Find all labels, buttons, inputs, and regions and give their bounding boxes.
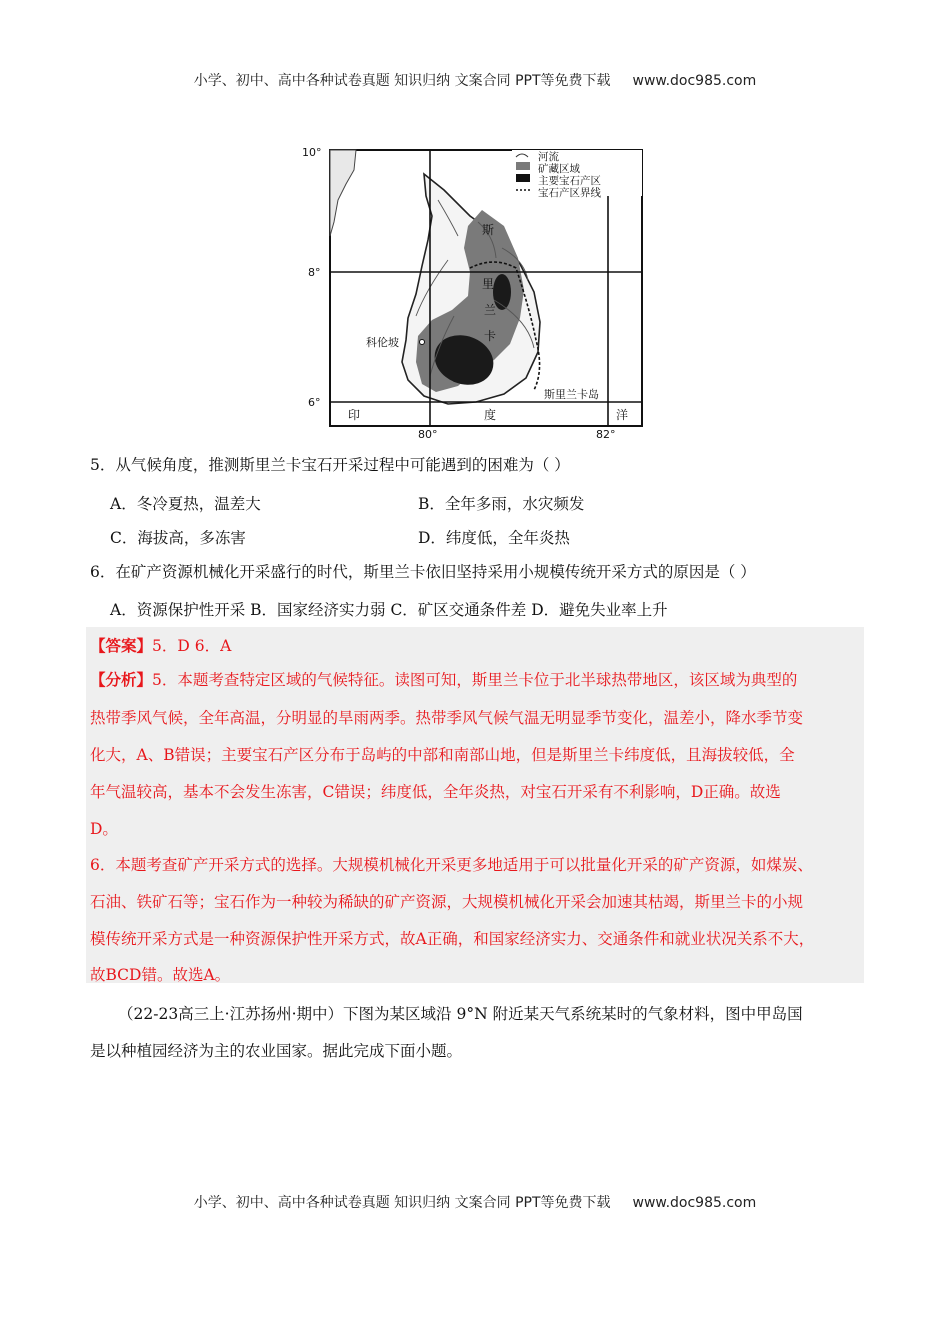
sri-lanka-gem-map <box>298 140 650 440</box>
question-6-stem: 6．在矿产资源机械化开采盛行的时代，斯里兰卡依旧坚持采用小规模传统开采方式的原因是（ ） <box>90 563 756 581</box>
legend-boundary: 宝石产区界线 <box>538 187 601 199</box>
q6-options: A．资源保护性开采 B．国家经济实力弱 C．矿区交通条件差 D．避免失业率上升 <box>110 601 668 619</box>
ocean-char-1: 印 <box>348 408 361 422</box>
answer-line <box>90 634 231 656</box>
legend-ore: 矿藏区域 <box>538 163 580 175</box>
footer-url: www.doc985.com <box>632 1195 757 1211</box>
header-text: 小学、初中、高中各种试卷真题 知识归纳 文案合同 PPT等免费下载 <box>193 73 611 89</box>
answer-tag: 【答案】 <box>90 636 153 655</box>
island-label: 斯里兰卡岛 <box>544 388 599 401</box>
page-footer <box>0 1192 950 1212</box>
header-url: www.doc985.com <box>632 73 757 89</box>
analysis-tag: 【分析】 <box>90 670 153 689</box>
analysis-line-9: 故BCD错。故选A。 <box>90 966 231 984</box>
analysis-line-2: 热带季风气候，全年高温，分明显的旱雨两季。热带季风气候气温无明显季节变化，温差小，降水季节变 <box>90 709 804 727</box>
analysis-line-1: 【分析】5．本题考查特定区域的气候特征。读图可知，斯里兰卡位于北半球热带地区，该区域为典型的 <box>90 670 798 689</box>
colombo-label: 科伦坡 <box>366 336 399 349</box>
q5-option-a: A．冬冷夏热，温差大 <box>110 495 261 513</box>
ocean-char-3: 洋 <box>616 408 629 422</box>
ocean-char-2: 度 <box>484 408 497 422</box>
analysis-line-6: 6．本题考查矿产开采方式的选择。大规模机械化开采更多地适用于可以批量化开采的矿产资源，如煤炭、 <box>90 856 813 874</box>
country-char-3: 兰 <box>484 303 497 317</box>
analysis-line-3: 化大，A、B错误；主要宝石产区分布于岛屿的中部和南部山地，但是斯里兰卡纬度低，且海拔较低，全 <box>90 746 795 764</box>
lat-6: 6° <box>308 396 321 409</box>
legend-river: 河流 <box>538 151 559 163</box>
answer-text: 5．D 6．A <box>152 637 232 655</box>
country-char-2: 里 <box>482 277 495 291</box>
q5-option-d: D．纬度低，全年炎热 <box>418 529 570 547</box>
footer-text: 小学、初中、高中各种试卷真题 知识归纳 文案合同 PPT等免费下载 <box>193 1195 611 1211</box>
q5-option-c: C．海拔高，多冻害 <box>110 529 246 547</box>
country-char-4: 卡 <box>484 329 497 343</box>
lon-82: 82° <box>596 428 616 440</box>
legend-gem: 主要宝石产区 <box>538 175 601 187</box>
lon-80: 80° <box>418 428 438 440</box>
analysis-line-8: 模传统开采方式是一种资源保护性开采方式，故A正确，和国家经济实力、交通条件和就业状况关系不大， <box>90 930 815 948</box>
intro-line-2: 是以种植园经济为主的农业国家。据此完成下面小题。 <box>90 1042 463 1060</box>
q5-option-b: B．全年多雨，水灾频发 <box>418 495 585 513</box>
analysis-line-4: 年气温较高，基本不会发生冻害，C错误；纬度低，全年炎热，对宝石开采有不利影响，D正确。故选 <box>90 783 781 801</box>
intro-line-1: （22-23高三上·江苏扬州·期中）下图为某区域沿 9°N 附近某天气系统某时的气象材料，图中甲岛国 <box>118 1005 803 1023</box>
analysis-line-5: D。 <box>90 820 118 838</box>
page-header <box>0 70 950 90</box>
lat-8: 8° <box>308 266 321 279</box>
lat-10: 10° <box>302 146 322 159</box>
question-5-stem: 5．从气候角度，推测斯里兰卡宝石开采过程中可能遇到的困难为（ ） <box>90 456 570 474</box>
country-char-1: 斯 <box>482 223 495 237</box>
analysis-line-7: 石油、铁矿石等；宝石作为一种较为稀缺的矿产资源，大规模机械化开采会加速其枯竭，斯里兰卡的小规 <box>90 893 804 911</box>
